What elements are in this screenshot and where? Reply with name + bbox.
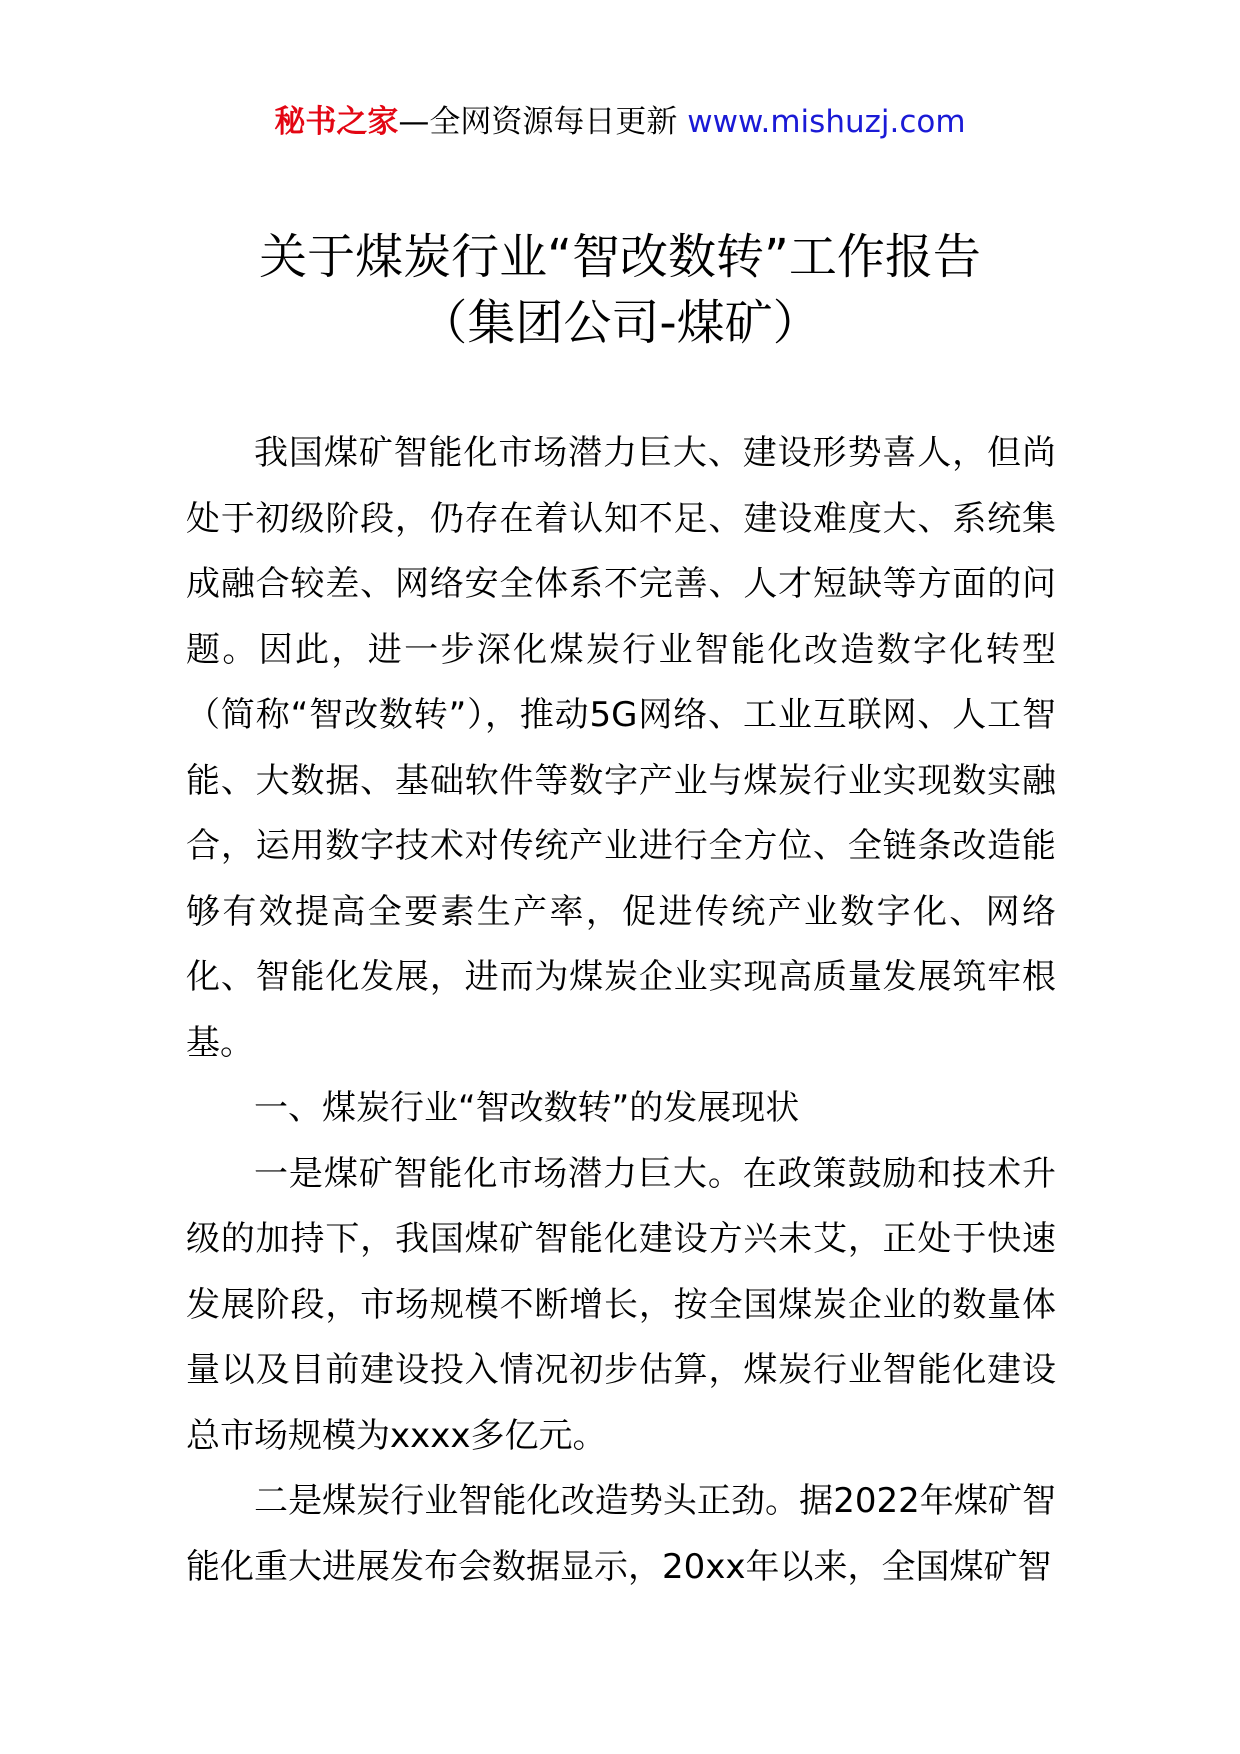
header-banner — [0, 100, 1240, 144]
section-heading-1: 一、煤炭行业“智改数转”的发展现状 — [254, 1088, 800, 1128]
header-tagline: —全网资源每日更新 — [398, 104, 678, 140]
title-line-2: （集团公司-煤矿） — [419, 295, 821, 351]
site-url[interactable]: www.mishuzj.com — [687, 104, 966, 140]
paragraph-intro: 我国煤矿智能化市场潜力巨大、建设形势喜人，但尚处于初级阶段，仍存在着认知不足、建设难度大、系统集成融合较差、网络安全体系不完善、人才短缺等方面的问题。因此，进一步深化煤炭行业智能化改造数字化转型（简称“智改数转”），推动5G网络、工业互联网、人工智能、大数据、基础软件等数字产业与煤炭行业实现数实融合，运用数字技术对传统产业进行全方位、全链条改造能够有效提高全要素生产率，促进传统产业数字化、网络化、智能化发展，进而为煤炭企业实现高质量发展筑牢根基。 — [186, 433, 1056, 1063]
document-body — [186, 421, 1056, 1600]
paragraph-point-2: 二是煤炭行业智能化改造势头正劲。据2022年煤矿智能化重大进展发布会数据显示，20xx年以来，全国煤矿智 — [186, 1481, 1056, 1587]
document-title — [0, 224, 1240, 356]
brand-name: 秘书之家 — [274, 104, 399, 140]
paragraph-point-1: 一是煤矿智能化市场潜力巨大。在政策鼓励和技术升级的加持下，我国煤矿智能化建设方兴未艾，正处于快速发展阶段，市场规模不断增长，按全国煤炭企业的数量体量以及目前建设投入情况初步估算，煤炭行业智能化建设总市场规模为xxxx多亿元。 — [186, 1153, 1056, 1456]
title-line-1: 关于煤炭行业“智改数转”工作报告 — [259, 229, 981, 285]
